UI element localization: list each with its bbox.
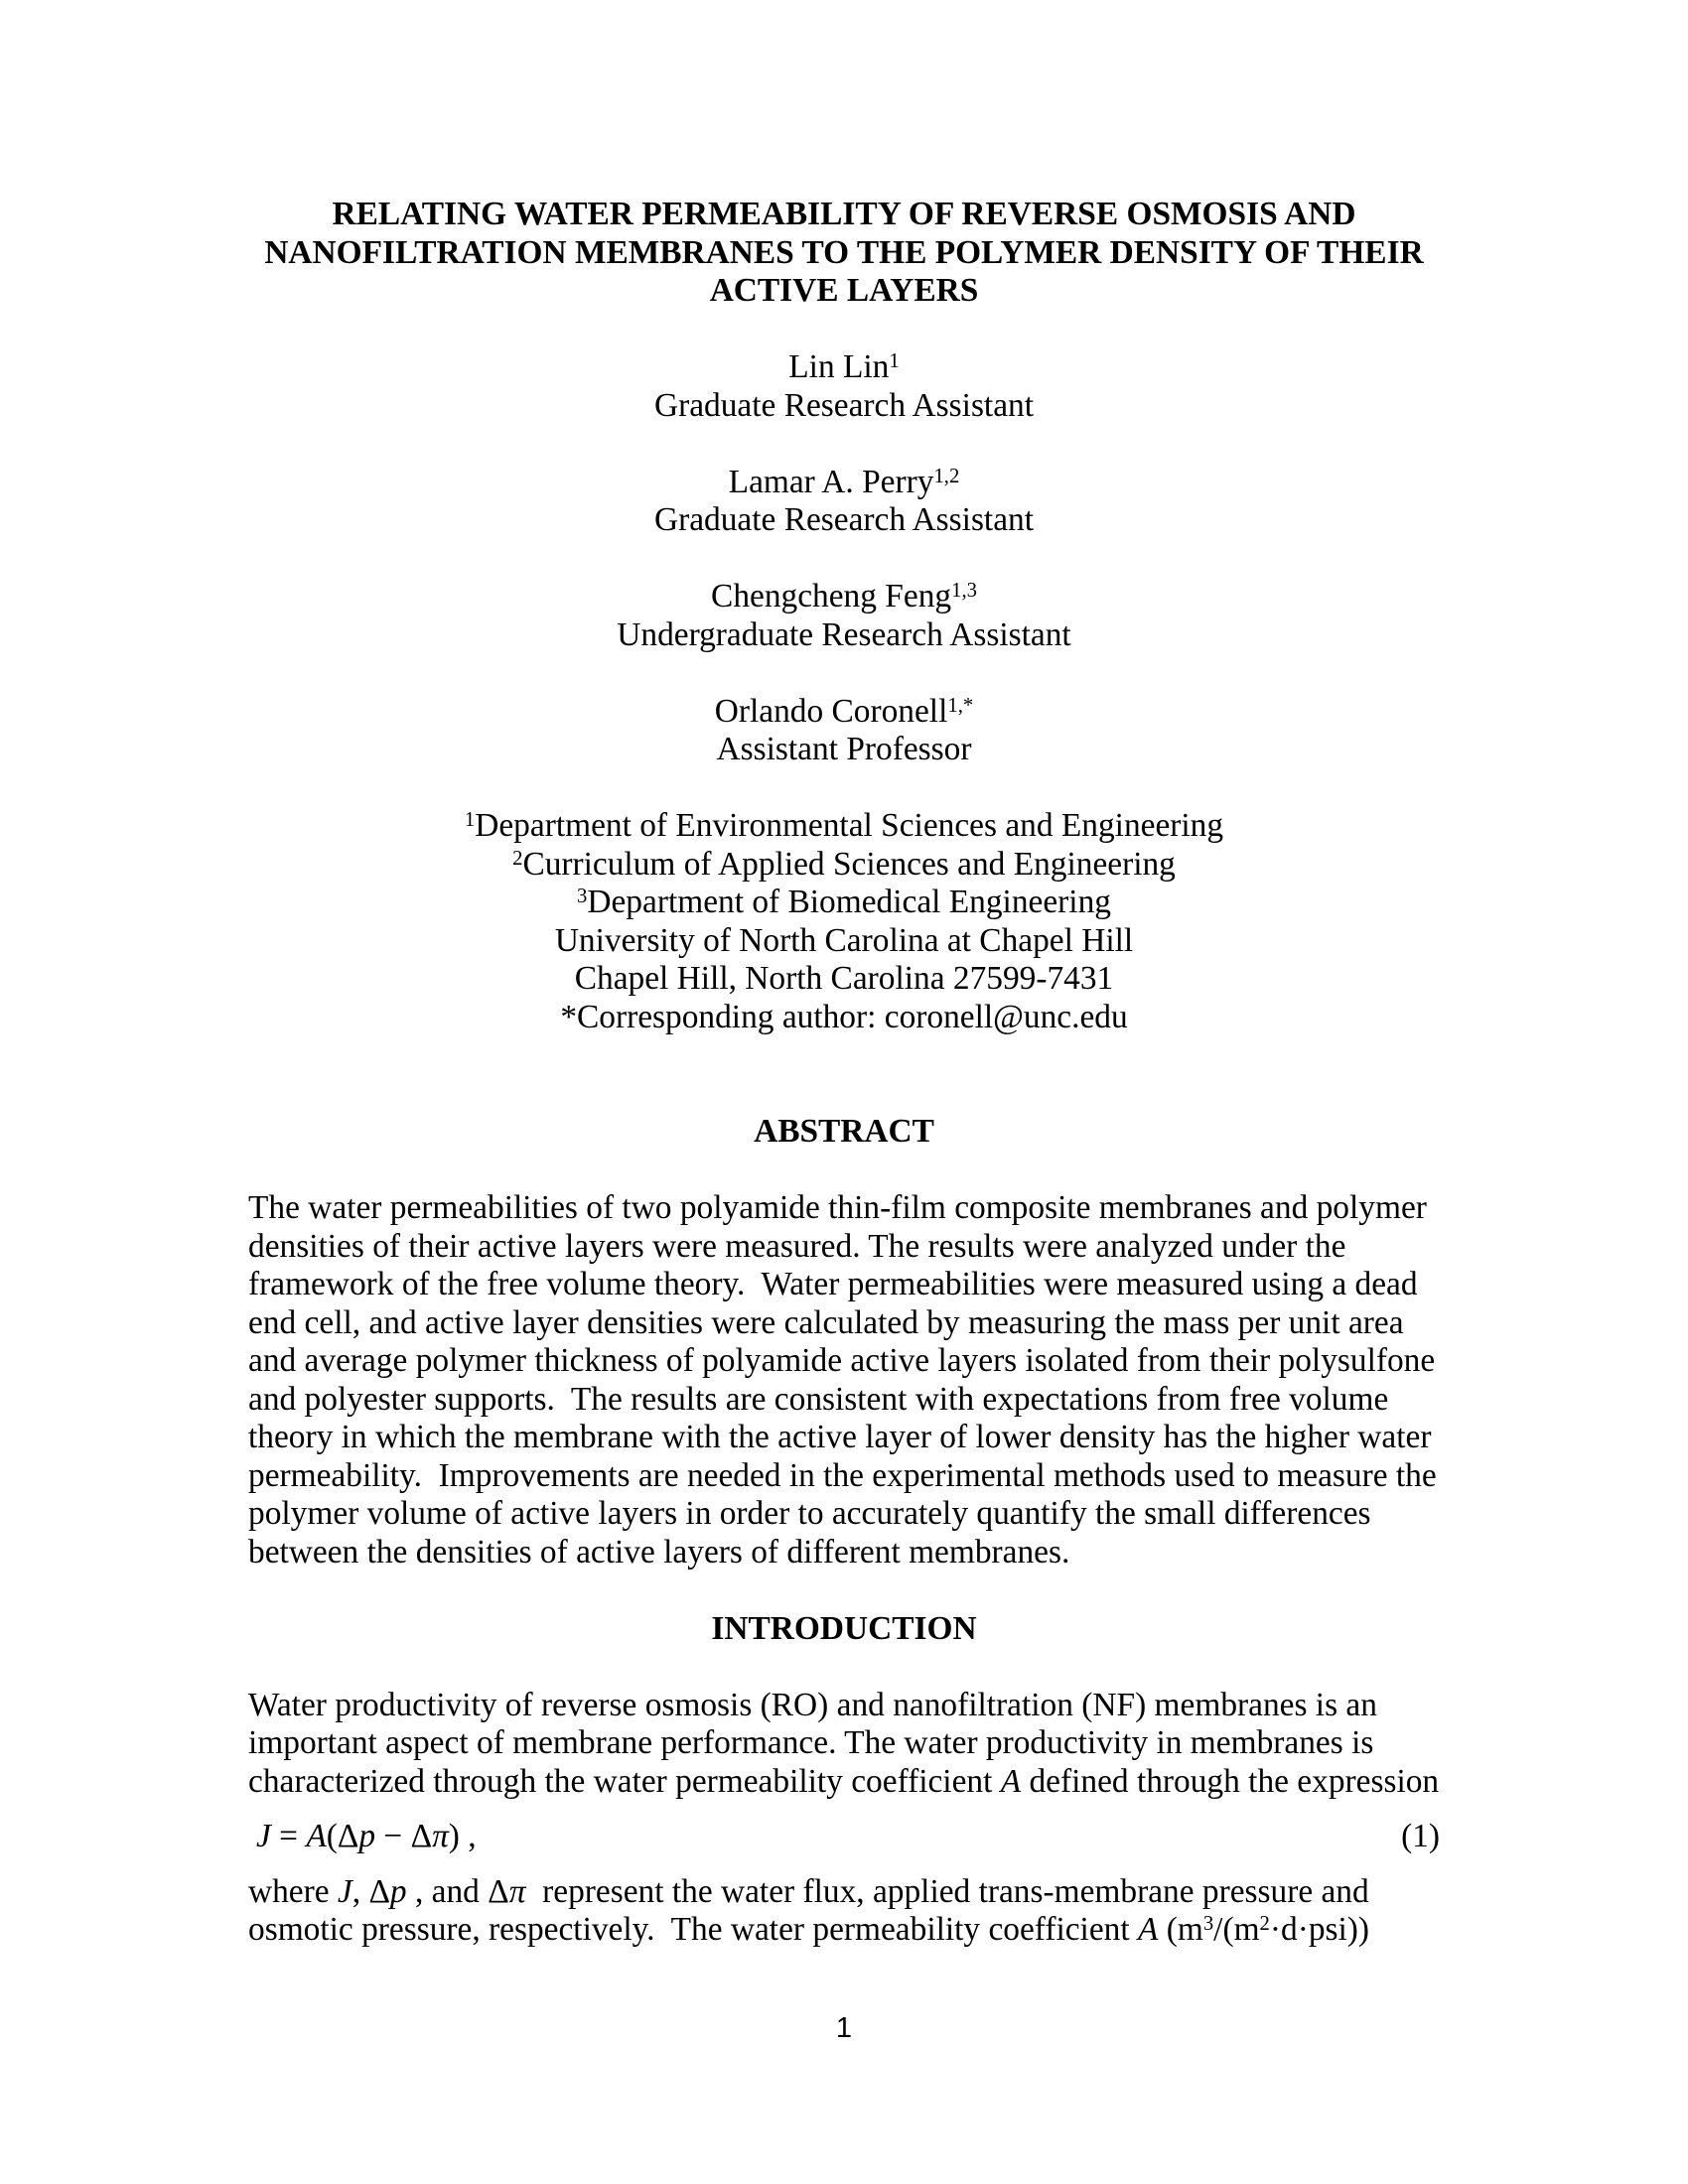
author-name bbox=[248, 693, 1440, 732]
text-line: between the densities of active layers of different membranes. bbox=[248, 1533, 1070, 1570]
text-line: RELATING WATER PERMEABILITY OF REVERSE OSMOSIS AND bbox=[332, 196, 1356, 232]
text-run: /(m bbox=[1213, 1911, 1260, 1948]
author-role: Assistant Professor bbox=[716, 731, 972, 767]
text-line bbox=[248, 1724, 1440, 1763]
text-run: J bbox=[256, 1818, 271, 1854]
introduction-heading: INTRODUCTION bbox=[711, 1609, 977, 1647]
author-block-2 bbox=[248, 464, 1440, 540]
author-block-1 bbox=[248, 348, 1440, 425]
equation-1-number: (1) bbox=[1401, 1818, 1440, 1854]
text-run: (m bbox=[1158, 1911, 1203, 1948]
text-run: Orlando Coronell bbox=[714, 692, 948, 730]
text-run: π bbox=[508, 1872, 526, 1910]
text-run: characterized through the water permeability coefficient bbox=[248, 1762, 1001, 1800]
text-line bbox=[248, 1911, 1440, 1950]
text-line: densities of their active layers were measured. The results were analyzed under the bbox=[248, 1227, 1346, 1265]
text-line: end cell, and active layer densities were calculated by measuring the mass per unit area bbox=[248, 1303, 1404, 1341]
text-line bbox=[248, 884, 1440, 922]
text-line bbox=[248, 1687, 1440, 1725]
text-line bbox=[248, 1873, 1440, 1912]
page-number-footer bbox=[0, 2009, 1688, 2048]
author-role: Graduate Research Assistant bbox=[653, 501, 1035, 538]
abstract-body bbox=[248, 1189, 1440, 1571]
text-run: *Corresponding author: coronell@unc.edu bbox=[560, 998, 1128, 1035]
author-name bbox=[248, 348, 1440, 387]
paper-title bbox=[248, 196, 1440, 311]
text-line: polymer volume of active layers in order to accurately quantify the small differences bbox=[248, 1495, 1371, 1532]
abstract-heading: ABSTRACT bbox=[754, 1113, 934, 1150]
text-run: 2 bbox=[1259, 1913, 1270, 1936]
text-run: A bbox=[1137, 1911, 1159, 1948]
text-run: Lin Lin bbox=[788, 348, 890, 385]
text-run: where bbox=[248, 1872, 338, 1910]
text-run: Lamar A. Perry bbox=[728, 463, 934, 500]
text-run: Chapel Hill, North Carolina 27599-7431 bbox=[574, 960, 1114, 997]
text-line: permeability. Improvements are needed in the experimental methods used to measure the bbox=[248, 1456, 1437, 1494]
author-block-4 bbox=[248, 693, 1440, 769]
text-run: 3 bbox=[577, 886, 588, 908]
text-run: A bbox=[1000, 1762, 1022, 1800]
text-run: 1,3 bbox=[951, 580, 977, 603]
text-run: π bbox=[432, 1818, 449, 1854]
text-run: represent the water flux, applied trans-membrane pressure and bbox=[525, 1872, 1369, 1910]
page-number: 1 bbox=[835, 2012, 853, 2044]
text-run: , Δ bbox=[352, 1872, 390, 1910]
text-line bbox=[248, 960, 1440, 999]
text-line: framework of the free volume theory. Water permeabilities were measured using a dead bbox=[248, 1266, 1418, 1302]
text-run: 1,* bbox=[947, 694, 974, 717]
text-line: and polyester supports. The results are consistent with expectations from free volume bbox=[248, 1380, 1389, 1418]
text-line bbox=[248, 1763, 1440, 1802]
text-run: Department of Environmental Sciences and Engineering bbox=[475, 807, 1224, 844]
text-line: ACTIVE LAYERS bbox=[709, 272, 979, 309]
text-line bbox=[248, 846, 1440, 885]
affiliations bbox=[248, 807, 1440, 1036]
text-run: , and Δ bbox=[406, 1872, 509, 1910]
text-line: NANOFILTRATION MEMBRANES TO THE POLYMER DENSITY OF THEIR bbox=[264, 233, 1424, 271]
text-run: 3 bbox=[1202, 1913, 1214, 1936]
text-run: ) , bbox=[448, 1818, 477, 1854]
text-run: A bbox=[306, 1818, 327, 1854]
text-run: University of North Carolina at Chapel Hill bbox=[554, 921, 1134, 959]
text-run: osmotic pressure, respectively. The water permeability coefficient bbox=[248, 1911, 1138, 1948]
post-equation-paragraph bbox=[248, 1873, 1440, 1950]
text-run: 1 bbox=[464, 809, 476, 832]
text-run: Department of Biomedical Engineering bbox=[587, 884, 1111, 920]
text-line bbox=[248, 999, 1440, 1037]
text-line: theory in which the membrane with the active layer of lower density has the higher water bbox=[248, 1419, 1432, 1455]
introduction-body bbox=[248, 1687, 1440, 1802]
text-line: and average polymer thickness of polyamide active layers isolated from their polysulfone bbox=[248, 1342, 1436, 1379]
text-line bbox=[248, 922, 1440, 961]
text-run: 2 bbox=[512, 847, 523, 870]
author-name bbox=[248, 464, 1440, 502]
equation-1-row bbox=[248, 1818, 1440, 1856]
text-line bbox=[248, 807, 1440, 846]
text-run: p bbox=[358, 1818, 376, 1854]
text-run: Curriculum of Applied Sciences and Engineering bbox=[522, 845, 1176, 883]
text-run: p bbox=[389, 1872, 407, 1910]
author-role: Graduate Research Assistant bbox=[653, 386, 1035, 424]
text-run: 1 bbox=[889, 350, 900, 373]
text-line: The water permeabilities of two polyamide thin-film composite membranes and polymer bbox=[248, 1189, 1427, 1226]
text-run: Water productivity of reverse osmosis (RO) and nanofiltration (NF) membranes is an bbox=[248, 1686, 1377, 1723]
text-run: Chengcheng Feng bbox=[711, 578, 952, 614]
text-run: 1,2 bbox=[933, 465, 960, 487]
equation-1-expression bbox=[248, 1818, 477, 1856]
text-run: = bbox=[270, 1818, 307, 1854]
text-run: J bbox=[337, 1872, 352, 1910]
text-run: − Δ bbox=[375, 1818, 433, 1854]
page-content bbox=[248, 196, 1440, 1950]
text-run: defined through the expression bbox=[1021, 1762, 1440, 1800]
author-block-3 bbox=[248, 578, 1440, 654]
text-run: ·d·psi)) bbox=[1269, 1911, 1370, 1948]
text-run: (Δ bbox=[326, 1818, 359, 1854]
author-name bbox=[248, 578, 1440, 616]
text-run: important aspect of membrane performance. The water productivity in membranes is bbox=[248, 1724, 1374, 1761]
author-role: Undergraduate Research Assistant bbox=[617, 615, 1071, 653]
